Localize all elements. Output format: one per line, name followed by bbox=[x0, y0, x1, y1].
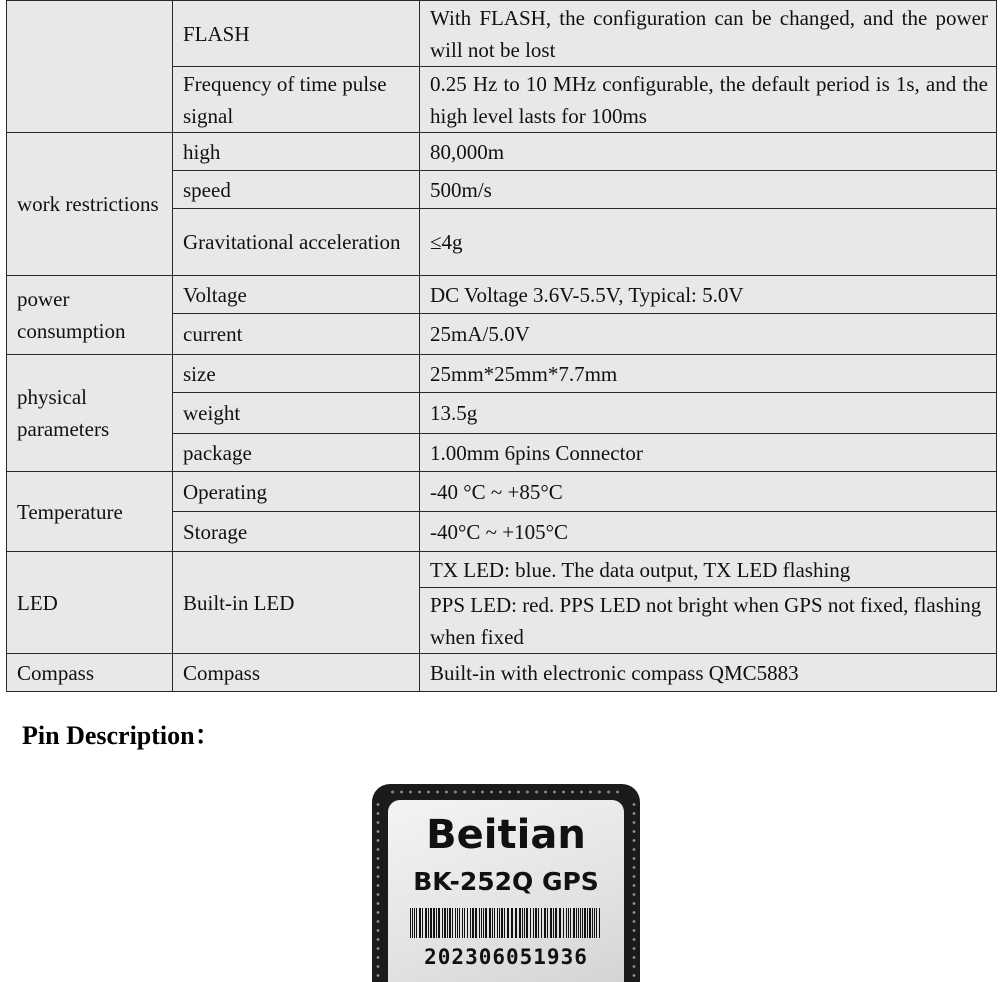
param-value: 25mA/5.0V bbox=[420, 314, 997, 355]
barcode-bar bbox=[494, 908, 495, 938]
param-label: package bbox=[173, 434, 420, 472]
barcode-bar bbox=[457, 908, 458, 938]
barcode-bar bbox=[442, 908, 443, 938]
barcode-bar bbox=[580, 908, 581, 938]
barcode-bar bbox=[596, 908, 597, 938]
pin-description-heading: Pin Description： bbox=[22, 721, 221, 750]
barcode-bar bbox=[576, 908, 577, 938]
param-value: 500m/s bbox=[420, 171, 997, 209]
param-value: 1.00mm 6pins Connector bbox=[420, 434, 997, 472]
barcode-bar bbox=[410, 908, 411, 938]
table-row bbox=[7, 654, 997, 692]
serial-number: 202306051936 bbox=[424, 945, 588, 969]
barcode-bar bbox=[444, 908, 446, 938]
barcode-bar bbox=[414, 908, 415, 938]
category-label: physical parameters bbox=[7, 355, 173, 472]
barcode-bar bbox=[422, 908, 423, 938]
model-name: BK-252Q GPS bbox=[413, 867, 599, 896]
barcode-bar bbox=[497, 908, 498, 938]
category-label: work restrictions bbox=[7, 133, 173, 276]
module-dot-border bbox=[632, 800, 636, 982]
barcode-bar bbox=[459, 908, 460, 938]
barcode-bar bbox=[582, 908, 583, 938]
category-label: Temperature bbox=[7, 472, 173, 552]
param-label: Frequency of time pulse signal bbox=[173, 67, 420, 133]
param-label: Operating bbox=[173, 472, 420, 512]
barcode-bar bbox=[541, 908, 542, 938]
barcode-bar bbox=[504, 908, 505, 938]
barcode-bar bbox=[570, 908, 571, 938]
table-row bbox=[7, 276, 997, 314]
param-value: 0.25 Hz to 10 MHz configurable, the default period is 1s, and the high level lasts for 100ms bbox=[420, 67, 997, 133]
barcode-bar bbox=[452, 908, 453, 938]
barcode-bar bbox=[547, 908, 548, 938]
barcode-bar bbox=[544, 908, 546, 938]
param-value: PPS LED: red. PPS LED not bright when GPS not fixed, flashing when fixed bbox=[420, 588, 997, 654]
barcode-bar bbox=[526, 908, 528, 938]
param-label: Compass bbox=[173, 654, 420, 692]
spec-table bbox=[6, 0, 997, 692]
barcode-bar bbox=[501, 908, 503, 938]
barcode-bar bbox=[462, 908, 463, 938]
barcode-bar bbox=[553, 908, 554, 938]
param-value: With FLASH, the configuration can be changed, and the power will not be lost bbox=[420, 1, 997, 67]
barcode-bar bbox=[522, 908, 523, 938]
barcode-bar bbox=[436, 908, 437, 938]
barcode-bar bbox=[483, 908, 484, 938]
barcode-bar bbox=[515, 908, 517, 938]
barcode-bar bbox=[530, 908, 531, 938]
barcode-bar bbox=[538, 908, 539, 938]
barcode-bar bbox=[535, 908, 537, 938]
param-value: ≤4g bbox=[420, 209, 997, 276]
param-label: Voltage bbox=[173, 276, 420, 314]
barcode-bar bbox=[449, 908, 451, 938]
param-label: weight bbox=[173, 393, 420, 434]
barcode-bar bbox=[589, 908, 591, 938]
barcode-bar bbox=[568, 908, 569, 938]
param-value: DC Voltage 3.6V-5.5V, Typical: 5.0V bbox=[420, 276, 997, 314]
table-row bbox=[7, 472, 997, 512]
barcode-bar bbox=[550, 908, 552, 938]
category-label: Compass bbox=[7, 654, 173, 692]
param-label: Built-in LED bbox=[173, 552, 420, 654]
barcode-bar bbox=[492, 908, 493, 938]
barcode-bar bbox=[479, 908, 480, 938]
barcode-bar bbox=[467, 908, 468, 938]
table-row bbox=[7, 133, 997, 171]
param-label: current bbox=[173, 314, 420, 355]
barcode-bar bbox=[524, 908, 525, 938]
param-value: TX LED: blue. The data output, TX LED flashing bbox=[420, 552, 997, 588]
barcode-bar bbox=[592, 908, 593, 938]
barcode-bar bbox=[573, 908, 575, 938]
category-cell-empty bbox=[7, 1, 173, 133]
param-label: FLASH bbox=[173, 1, 420, 67]
module-dot-border bbox=[388, 790, 624, 794]
barcode-bar bbox=[578, 908, 579, 938]
param-value: -40 °C ~ +85°C bbox=[420, 472, 997, 512]
table-row bbox=[7, 355, 997, 393]
barcode-bar bbox=[433, 908, 435, 938]
barcode-bar bbox=[419, 908, 421, 938]
barcode-bar bbox=[594, 908, 595, 938]
barcode-bar bbox=[416, 908, 417, 938]
barcode-bar bbox=[464, 908, 465, 938]
barcode-bar bbox=[485, 908, 487, 938]
barcode-bar bbox=[428, 908, 429, 938]
param-label: Storage bbox=[173, 512, 420, 552]
table-row bbox=[7, 552, 997, 588]
param-label: high bbox=[173, 133, 420, 171]
barcode-bar bbox=[481, 908, 482, 938]
barcode-bar bbox=[555, 908, 557, 938]
param-label: Gravitational acceleration bbox=[173, 209, 420, 276]
gps-module-image bbox=[372, 784, 640, 982]
barcode-bar bbox=[455, 908, 456, 938]
barcode-bar bbox=[489, 908, 491, 938]
barcode-bar bbox=[533, 908, 534, 938]
category-label: LED bbox=[7, 552, 173, 654]
barcode-bar bbox=[438, 908, 440, 938]
barcode-bar bbox=[566, 908, 567, 938]
param-value: Built-in with electronic compass QMC5883 bbox=[420, 654, 997, 692]
barcode-icon bbox=[410, 908, 602, 938]
param-value: -40°C ~ +105°C bbox=[420, 512, 997, 552]
barcode-bar bbox=[599, 908, 600, 938]
barcode-bar bbox=[472, 908, 474, 938]
barcode-bar bbox=[447, 908, 448, 938]
barcode-bar bbox=[511, 908, 513, 938]
param-label: speed bbox=[173, 171, 420, 209]
barcode-bar bbox=[470, 908, 471, 938]
barcode-bar bbox=[412, 908, 413, 938]
category-label: power consumption bbox=[7, 276, 173, 355]
barcode-bar bbox=[499, 908, 500, 938]
barcode-bar bbox=[425, 908, 427, 938]
barcode-bar bbox=[430, 908, 432, 938]
param-value: 25mm*25mm*7.7mm bbox=[420, 355, 997, 393]
barcode-bar bbox=[559, 908, 561, 938]
barcode-bar bbox=[507, 908, 509, 938]
barcode-bar bbox=[563, 908, 564, 938]
param-value: 13.5g bbox=[420, 393, 997, 434]
barcode-bar bbox=[475, 908, 477, 938]
table-row bbox=[7, 1, 997, 67]
barcode-bar bbox=[587, 908, 588, 938]
module-dot-border bbox=[376, 800, 380, 982]
param-label: size bbox=[173, 355, 420, 393]
barcode-bar bbox=[584, 908, 586, 938]
param-value: 80,000m bbox=[420, 133, 997, 171]
barcode-bar bbox=[519, 908, 521, 938]
brand-logo: Beitian bbox=[426, 812, 586, 858]
module-housing bbox=[372, 784, 640, 982]
module-label-plate bbox=[388, 800, 624, 982]
